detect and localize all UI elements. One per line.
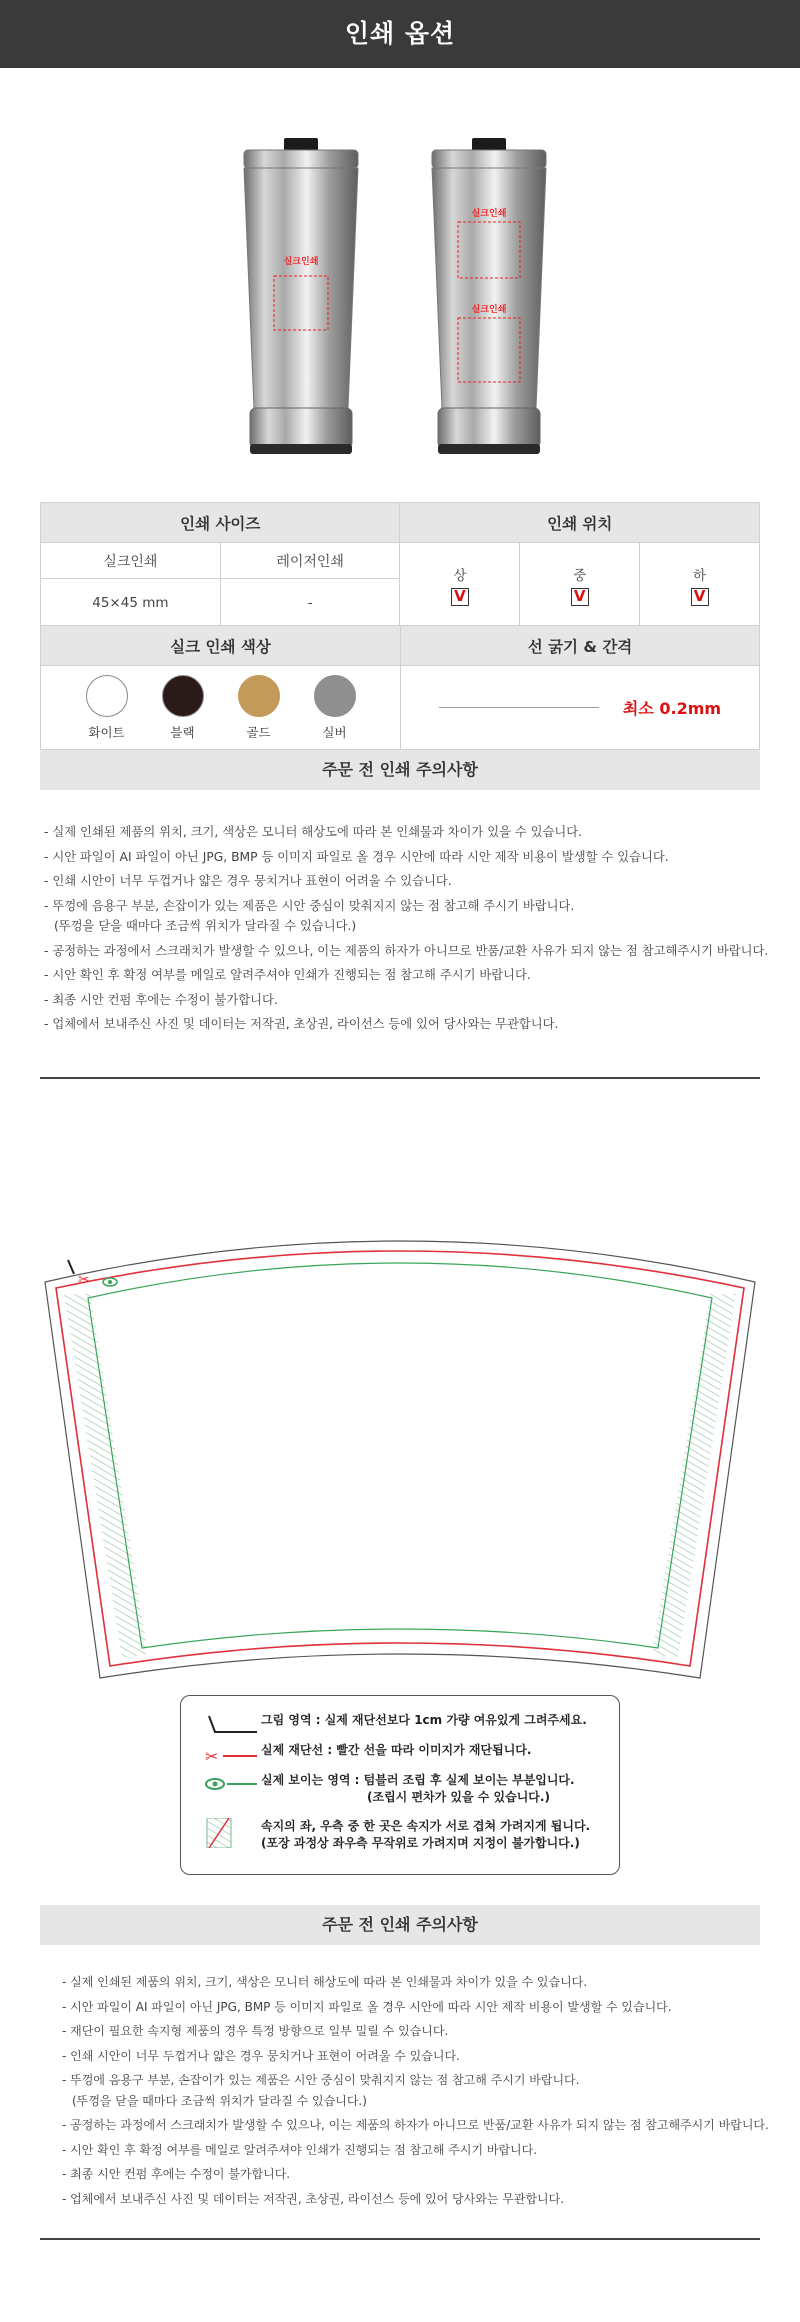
legend-cut-line-text: 실제 재단선 : 빨간 선을 따라 이미지가 재단됩니다. (261, 1743, 532, 1757)
list-item: (뚜껑을 닫을 때마다 조금씩 위치가 달라질 수 있습니다.) (54, 919, 357, 933)
tumbler-print-label: 실크인쇄 (283, 257, 319, 267)
position-middle (520, 543, 640, 627)
list-item: (뚜껑을 닫을 때마다 조금씩 위치가 달라질 수 있습니다.) (72, 2093, 367, 2108)
list-item: - 최종 시안 컨펌 후에는 수정이 불가합니다. (62, 2167, 291, 2181)
divider (40, 1077, 760, 1079)
legend-overlap (201, 1818, 607, 1852)
list-item: - 시안 확인 후 확정 여부를 메일로 알려주셔야 인쇄가 진행되는 점 참고해 주시기 바랍니다. (62, 2142, 538, 2157)
template-legend (180, 1695, 620, 1875)
legend-visible-area-note: (조립시 편차가 있을 수 있습니다.) (367, 1790, 550, 1804)
svg-text:✂: ✂ (205, 1747, 219, 1766)
legend-visible-area-text: 실제 보이는 영역 : 텀블러 조립 후 실제 보이는 부분입니다. (261, 1773, 575, 1787)
print-template-diagram (40, 1240, 760, 1680)
hatch-icon (201, 1818, 261, 1848)
list-item: - 시안 파일이 AI 파일이 아닌 JPG, BMP 등 이미지 파일로 올 경우 시안에 따라 시안 제작 비용이 발생할 수 있습니다. (62, 1999, 672, 2014)
list-item: - 인쇄 시안이 너무 두껍거나 얇은 경우 뭉치거나 표현이 어려울 수 있습니다. (62, 2048, 460, 2063)
line-thickness-cell (401, 666, 760, 750)
legend-visible-area (201, 1772, 607, 1806)
list-item: - 실제 인쇄된 제품의 위치, 크기, 색상은 모니터 해상도에 따라 본 인쇄물과 차이가 있을 수 있습니다. (44, 825, 583, 839)
legend-cut-line (201, 1742, 607, 1772)
draw-area-marker (68, 1260, 74, 1274)
line-sample (439, 707, 599, 708)
list-item: - 시안 확인 후 확정 여부를 메일로 알려주셔야 인쇄가 진행되는 점 참고해 주시기 바랍니다. (44, 968, 531, 982)
tumbler-back-image (424, 138, 554, 463)
tumbler-print-label-bottom: 실크인쇄 (471, 305, 507, 315)
print-position-header: 인쇄 위치 (400, 503, 760, 543)
scissors-icon (201, 1742, 261, 1772)
page-title: 인쇄 옵션 (0, 0, 800, 68)
method-silk: 실크인쇄 (41, 543, 221, 579)
list-item: - 재단이 필요한 속지형 제품의 경우 특정 방향으로 일부 밀릴 수 있습니다. (62, 2024, 449, 2038)
print-size-header: 인쇄 사이즈 (41, 503, 400, 543)
print-size-position-table (40, 502, 760, 627)
laser-size-value: - (220, 579, 400, 627)
notice-list (62, 1970, 769, 2211)
legend-overlap-text: 속지의 좌, 우측 중 한 곳은 속지가 서로 겹쳐 가려지게 됩니다. (261, 1819, 591, 1833)
notice-title: 주문 전 인쇄 주의사항 (40, 750, 760, 790)
silk-size-value: 45×45 mm (41, 579, 221, 627)
list-item: - 업체에서 보내주신 사진 및 데이터는 저작권, 초상권, 라이선스 등에 있어 당사와는 무관합니다. (62, 2191, 565, 2206)
list-item: - 최종 시안 컨펌 후에는 수정이 불가합니다. (44, 992, 278, 1007)
list-item: - 공정하는 과정에서 스크래치가 발생할 수 있으나, 이는 제품의 하자가 아니므로 반품/교환 사유가 되지 않는 점 참고해주시기 바랍니다. (44, 943, 769, 958)
swatch-white: 화이트 (86, 675, 128, 741)
legend-draw-area-text: 그림 영역 : 실제 재단선보다 1cm 가량 여유있게 그려주세요. (261, 1713, 587, 1727)
tumbler-front-image (236, 138, 366, 463)
swatch-silver: 실버 (314, 675, 356, 741)
list-item: - 시안 파일이 AI 파일이 아닌 JPG, BMP 등 이미지 파일로 올 경우 시안에 따라 시안 제작 비용이 발생할 수 있습니다. (44, 849, 669, 864)
position-middle-label: 중 (573, 567, 587, 584)
position-bottom-label: 하 (693, 567, 707, 584)
legend-overlap-note: (포장 과정상 좌우측 무작위로 가려지며 지정이 불가합니다.) (261, 1836, 580, 1850)
list-item: - 뚜껑에 음용구 부분, 손잡이가 있는 제품은 시안 중심이 맞춰지지 않는 점 참고해 주시기 바랍니다. (44, 898, 575, 913)
swatch-black: 블랙 (162, 675, 204, 741)
list-item: - 인쇄 시안이 너무 두껍거나 얇은 경우 뭉치거나 표현이 어려울 수 있습니다. (44, 874, 452, 888)
position-bottom (640, 543, 760, 627)
print-color-line-table (40, 625, 760, 750)
line-min-value: 최소 0.2mm (622, 699, 722, 718)
method-laser: 레이저인쇄 (220, 543, 400, 579)
check-icon: V (691, 588, 709, 606)
color-dot (162, 675, 204, 717)
list-item: - 공정하는 과정에서 스크래치가 발생할 수 있으나, 이는 제품의 하자가 아니므로 반품/교환 사유가 되지 않는 점 참고해주시기 바랍니다. (62, 2118, 769, 2132)
list-item: - 실제 인쇄된 제품의 위치, 크기, 색상은 모니터 해상도에 따라 본 인쇄물과 차이가 있을 수 있습니다. (62, 1975, 588, 1989)
list-item: - 뚜껑에 음용구 부분, 손잡이가 있는 제품은 시안 중심이 맞춰지지 않는 점 참고해 주시기 바랍니다. (62, 2073, 580, 2087)
silk-color-header: 실크 인쇄 색상 (41, 626, 401, 666)
color-dot (86, 675, 128, 717)
position-top (400, 543, 520, 627)
check-icon: V (451, 588, 469, 606)
swatch-gold: 골드 (238, 675, 280, 741)
list-item: - 업체에서 보내주신 사진 및 데이터는 저작권, 초상권, 라이선스 등에 있어 당사와는 무관합니다. (44, 1017, 559, 1031)
draw-line-icon (201, 1712, 261, 1742)
legend-draw-area (201, 1712, 607, 1742)
color-dot (314, 675, 356, 717)
tumbler-print-label-top: 실크인쇄 (471, 209, 507, 219)
color-swatches (41, 666, 401, 750)
divider (40, 2238, 760, 2240)
position-top-label: 상 (453, 567, 467, 584)
notice-title: 주문 전 인쇄 주의사항 (40, 1905, 760, 1945)
line-thickness-header: 선 굵기 & 간격 (401, 626, 760, 666)
eye-icon (201, 1772, 261, 1802)
notice-list (44, 820, 769, 1037)
scissors-icon: ✂ (78, 1272, 90, 1288)
check-icon: V (571, 588, 589, 606)
color-dot (238, 675, 280, 717)
